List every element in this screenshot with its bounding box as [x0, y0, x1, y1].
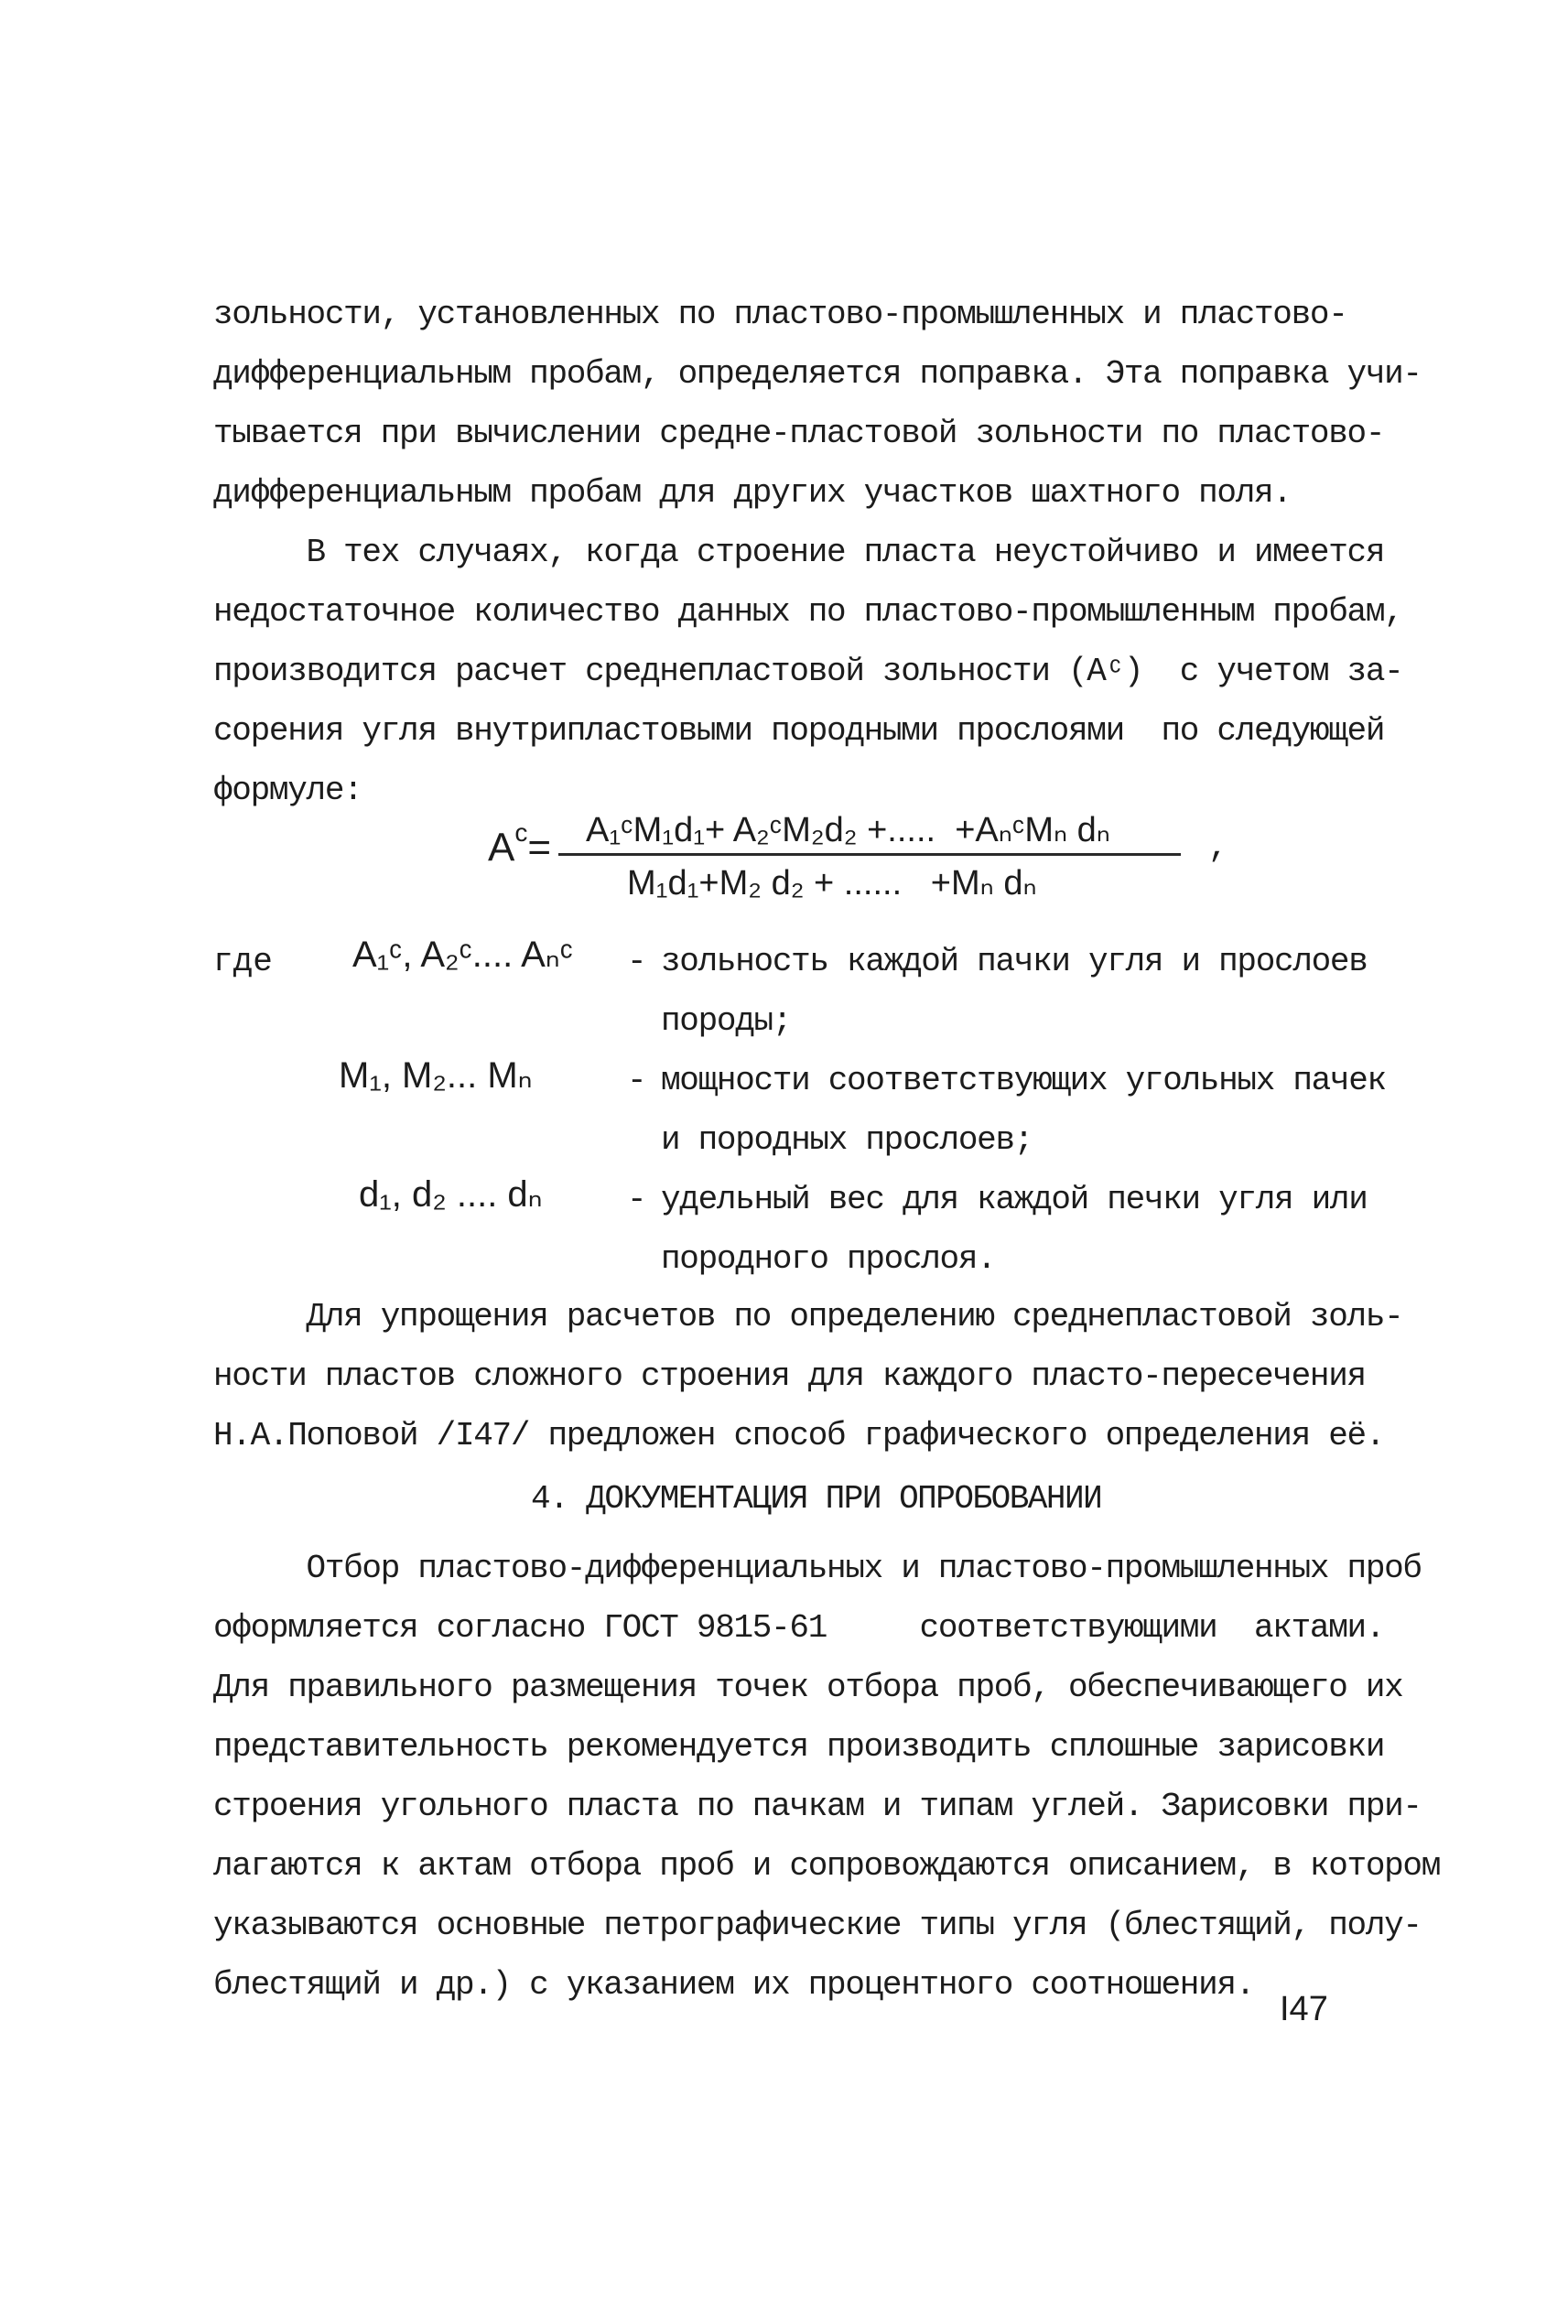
definition-3-text: удельный вес для каждой печки угля или: [661, 1181, 1368, 1218]
definition-1-text-cont: породы;: [661, 1002, 792, 1040]
definition-2-text-cont: и породных прослоев;: [661, 1121, 1033, 1159]
fraction-bar: [558, 853, 1181, 856]
definition-3-text-cont: породного прослоя.: [661, 1240, 996, 1278]
paragraph-2-line-3: производится расчет среднепластовой зольности (Aᶜ) с учетом за-: [213, 653, 1403, 690]
paragraph-3-line-2: ности пластов сложного строения для каждого пласто-пересечения: [213, 1357, 1366, 1395]
formula-denominator: M₁d₁+M₂ d₂ + ...... +Mₙ dₙ: [627, 864, 1037, 903]
paragraph-4-line-4: представительность рекомендуется производить сплошные зарисовки: [213, 1728, 1385, 1766]
formula-lhs-symbol: A: [488, 825, 515, 870]
formula-equals: =: [527, 825, 552, 870]
paragraph-2-line-4: сорения угля внутрипластовыми породными прослоями по следующей: [213, 712, 1385, 750]
section-heading: 4. ДОКУМЕНТАЦИЯ ПРИ ОПРОБОВАНИИ: [531, 1480, 1102, 1518]
definition-1-dash: -: [627, 943, 646, 980]
paragraph-1-line-1: зольности, установленных по пластово-промышленных и пластово-: [213, 296, 1347, 333]
paragraph-2-line-2: недостаточное количество данных по пластово-промышленным пробам,: [213, 593, 1403, 631]
formula-numerator: A₁ᶜM₁d₁+ A₂ᶜM₂d₂ +..... +AₙᶜMₙ dₙ: [586, 811, 1110, 849]
paragraph-4-line-5: строения угольного пласта по пачкам и типам углей. Зарисовки при-: [213, 1788, 1422, 1825]
definition-2-dash: -: [627, 1062, 646, 1099]
paragraph-3-line-1: Для упрощения расчетов по определению среднепластовой золь-: [213, 1298, 1403, 1335]
paragraph-1-line-3: тывается при вычислении средне-пластовой зольности по пластово-: [213, 415, 1385, 452]
paragraph-1-line-2: дифференциальным пробам, определяется поправка. Эта поправка учи-: [213, 355, 1422, 393]
paragraph-4-line-7: указываются основные петрографические типы угля (блестящий, полу-: [213, 1907, 1422, 1944]
paragraph-4-line-1: Отбор пластово-дифференциальных и пластово-промышленных проб: [213, 1550, 1422, 1587]
definition-1-symbol: A₁ᶜ, A₂ᶜ.... Aₙᶜ: [352, 935, 573, 975]
paragraph-2-line-5: формуле:: [213, 772, 362, 809]
definition-2-symbol: M₁, M₂... Mₙ: [339, 1055, 533, 1096]
where-label: где: [213, 943, 273, 980]
definition-3-dash: -: [627, 1181, 646, 1218]
paragraph-4-line-6: лагаются к актам отбора проб и сопровождаются описанием, в котором: [213, 1847, 1441, 1885]
formula-lhs-sup: c: [514, 818, 528, 847]
paragraph-2-line-1: В тех случаях, когда строение пласта неустойчиво и имеется: [213, 534, 1385, 571]
paragraph-1-line-4: дифференциальным пробам для других участков шахтного поля.: [213, 474, 1292, 512]
paragraph-4-line-3: Для правильного размещения точек отбора проб, обеспечивающего их: [213, 1669, 1403, 1706]
formula-lhs: [488, 818, 552, 871]
formula-comma: ,: [1208, 828, 1228, 866]
definition-2-text: мощности соответствующих угольных пачек: [661, 1062, 1386, 1099]
paragraph-4-line-2: оформляется согласно ГОСТ 9815-61 соответствующими актами.: [213, 1609, 1385, 1647]
definition-1-text: зольность каждой пачки угля и прослоев: [661, 943, 1368, 980]
page-number: I47: [1280, 1990, 1328, 2028]
definition-3-symbol: d₁, d₂ .... dₙ: [359, 1174, 543, 1215]
paragraph-4-line-8: блестящий и др.) с указанием их процентного соотношения.: [213, 1966, 1254, 2004]
paragraph-3-line-3: Н.А.Поповой /I47/ предложен способ графического определения её.: [213, 1417, 1385, 1454]
